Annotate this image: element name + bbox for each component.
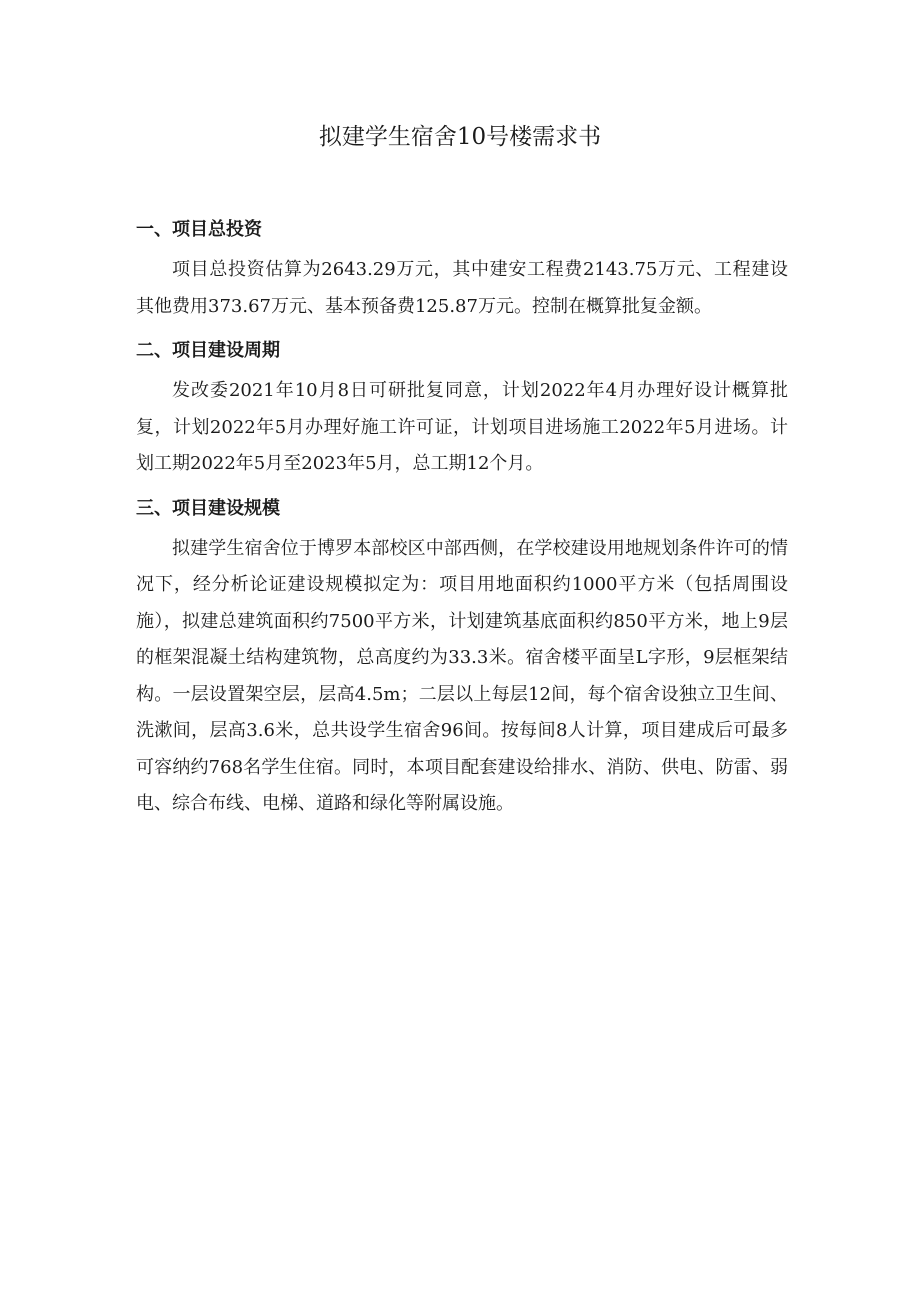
section-paragraph: 发改委2021年10月8日可研批复同意，计划2022年4月办理好设计概算批复，计划2022年5月办理好施工许可证，计划项目进场施工2022年5月进场。计划工期2022年5月至2023年5月，总工期12个月。 — [136, 380, 788, 474]
section-construction-scale — [136, 491, 788, 823]
section-heading: 一、项目总投资 — [136, 219, 262, 240]
section-heading: 二、项目建设周期 — [136, 340, 280, 361]
section-paragraph: 拟建学生宿舍位于博罗本部校区中部西侧，在学校建设用地规划条件许可的情况下，经分析论证建设规模拟定为：项目用地面积约1000平方米（包括周围设施），拟建总建筑面积约7500平方米，计划建筑基底面积约850平方米，地上9层的框架混凝土结构建筑物，总高度约为33.3米。宿舍楼平面呈L字形，9层框架结构。一层设置架空层，层高4.5m；二层以上每层12间，每个宿舍设独立卫生间、洗漱间，层高3.6米，总共设学生宿舍96间。按每间8人计算，项目建成后可最多可容纳约768名学生住宿。同时，本项目配套建设给排水、消防、供电、防雷、弱电、综合布线、电梯、道路和绿化等附属设施。 — [136, 537, 788, 814]
section-paragraph: 项目总投资估算为2643.29万元，其中建安工程费2143.75万元、工程建设其他费用373.67万元、基本预备费125.87万元。控制在概算批复金额。 — [136, 259, 788, 317]
section-heading: 三、项目建设规模 — [136, 497, 280, 519]
page-title: 拟建学生宿舍10号楼需求书 — [318, 124, 602, 150]
section-total-investment — [136, 212, 788, 325]
section-construction-period — [136, 333, 788, 483]
document-body — [136, 212, 788, 831]
